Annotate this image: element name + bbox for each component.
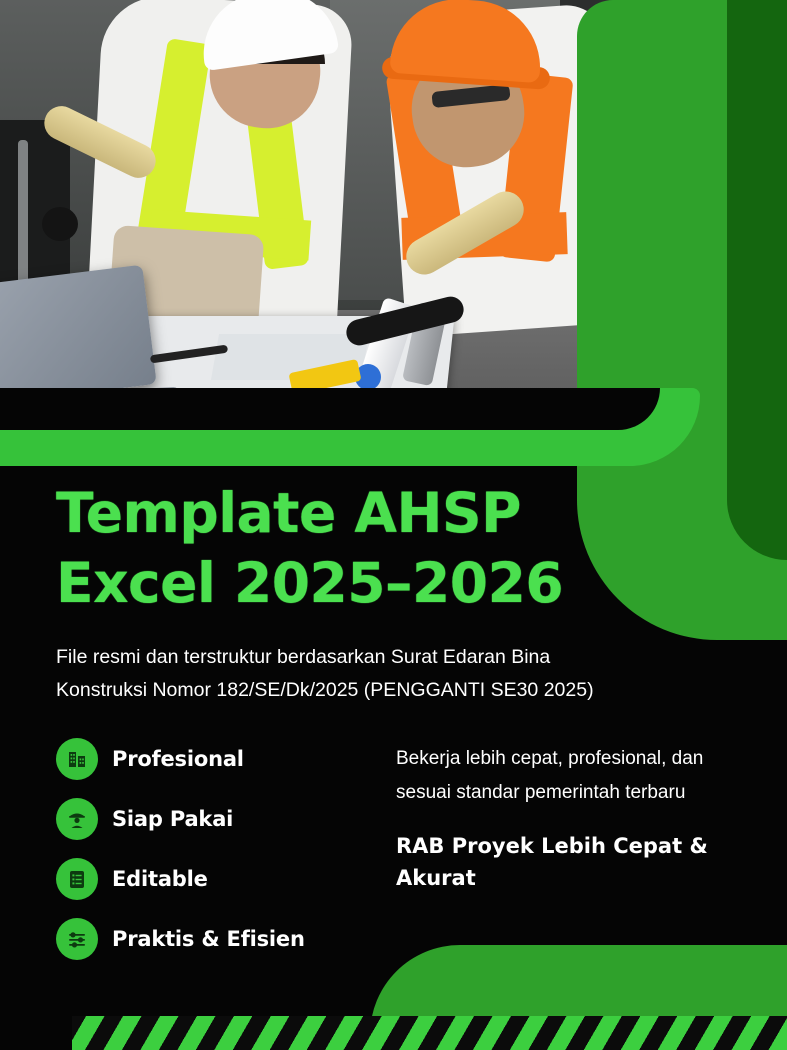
feature-item: [56, 858, 396, 900]
green-side-panel-dark: [727, 0, 787, 560]
building-icon: [56, 738, 98, 780]
hero-photo: [0, 0, 660, 430]
photo-scene: [0, 0, 660, 430]
feature-label: Editable: [112, 866, 208, 891]
feature-item: [56, 798, 396, 840]
page-title: [56, 478, 716, 619]
content-block: [56, 478, 716, 978]
benefit-text: Bekerja lebih cepat, profesional, dan sesuai standar pemerintah terbaru: [396, 747, 704, 803]
features-list: [56, 738, 396, 978]
title-line-1: Template AHSP: [56, 481, 521, 545]
feature-item: [56, 918, 396, 960]
benefits-column: [396, 738, 716, 978]
feature-label: Praktis & Efisien: [112, 926, 305, 951]
green-divider-notch: [0, 388, 660, 430]
checklist-icon: [56, 858, 98, 900]
photo-laptop: [0, 265, 157, 404]
photo-drawing-tube-cap: [42, 207, 78, 241]
feature-label: Profesional: [112, 746, 244, 771]
title-line-2: Excel 2025–2026: [56, 551, 564, 616]
bottom-stripes-mask: [0, 1016, 72, 1050]
feature-label: Siap Pakai: [112, 806, 234, 831]
benefit-headline: RAB Proyek Lebih Cepat & Akurat: [396, 834, 708, 890]
subtitle-text: File resmi dan terstruktur berdasarkan Surat Edaran Bina Konstruksi Nomor 182/SE/Dk/2025 (PENGGANTI SE30 2025): [56, 645, 594, 702]
feature-item: [56, 738, 396, 780]
features-columns: [56, 738, 716, 978]
worker-icon: [56, 798, 98, 840]
bottom-stripes: [0, 1016, 787, 1050]
sliders-icon: [56, 918, 98, 960]
